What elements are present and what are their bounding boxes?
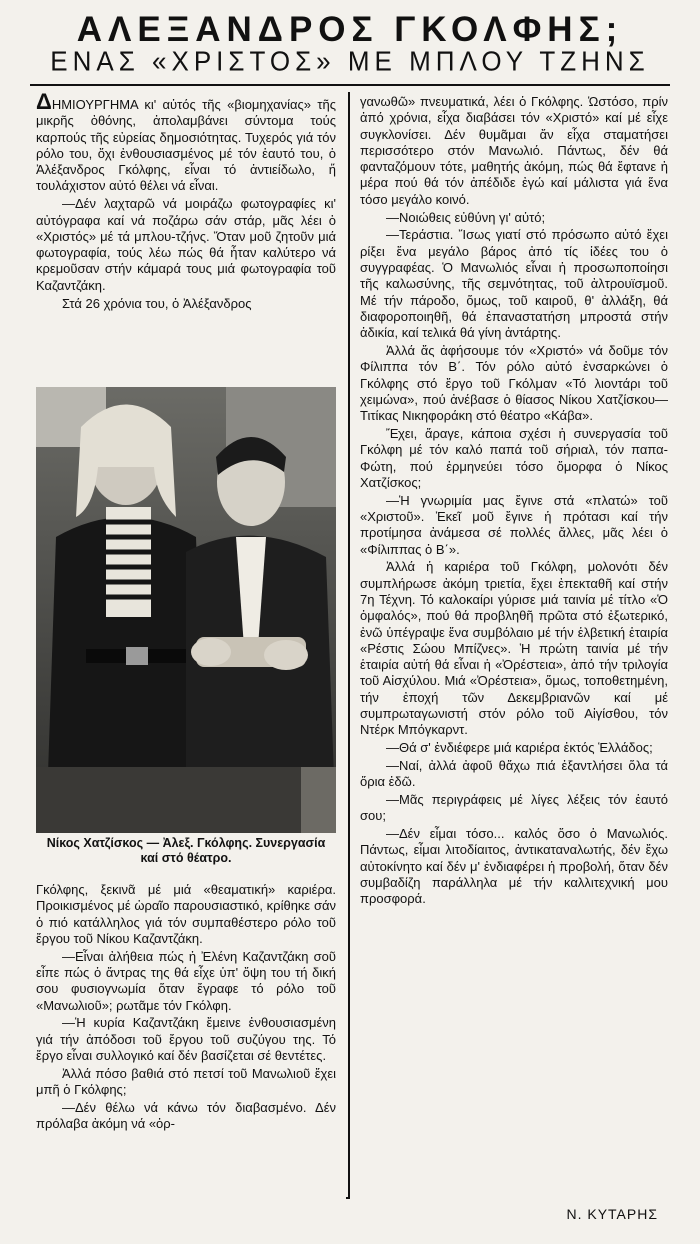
paragraph: γανωθῶ» πνευματικά, λέει ὁ Γκόλφης. Ὡστόσο, πρίν ἀπό χρόνια, εἶχα διαβάσει τόν «Χριστό» καί μέ εἶχε συγκλονίσει. Δέν θυμᾶμαι ἄν εἶχα σταματήσει περισσότερο στόν Μανωλιό. Πάντως, δέν θά φανταζόμουν τότε, μαθητής ἀκόμη, πώς θά ἔφτανε ἡ μέρα πού θά τόν ἀπέδιδε ἐγώ καί μάλιστα γιά ἕνα τόσο μεγάλο κοινό. <box>360 94 668 207</box>
paragraph: Στά 26 χρόνια του, ὁ Ἀλέξανδρος <box>62 295 252 311</box>
photo-two-men-image <box>36 387 336 833</box>
paragraph: Ἔχει, ἄραγε, κάποια σχέσι ἡ συνεργασία τοῦ Γκόλφη μέ τόν καλό παπά τοῦ σήριαλ, τόν παπα-Φώτη, πού ἑρμηνεύει τόσο ὄμορφα ὁ Νίκος Χατζίσκος; <box>360 425 668 490</box>
bottom-rule <box>346 1197 350 1199</box>
column-divider <box>348 92 350 1197</box>
column-1-bottom <box>36 882 336 1134</box>
article-title: ΑΛΕΞΑΝΔΡΟΣ ΓΚΟΛΦΗΣ; <box>76 10 624 49</box>
paragraph: —Ναί, ἀλλά ἀφοῦ θἄχω πιά ἐξαντλήσει ὅλα τά ὅρια ἐδῶ. <box>360 757 668 790</box>
header-rule <box>30 84 670 86</box>
paragraph: Ἀλλά πόσο βαθιά στό πετσί τοῦ Μανωλιοῦ ἔχει μπῆ ὁ Γκόλφης; <box>36 1065 336 1098</box>
paragraph: —Θά σ' ἐνδιέφερε μιά καριέρα ἐκτός Ἑλλάδος; <box>386 740 653 756</box>
paragraph: ΗΜΙΟΥΡΓΗΜΑ κι' αὐτός τῆς «βιομηχανίας» τῆς μικρῆς ὀθόνης, ἀπολαμβάνει σύντομα τούς καρπούς τῆς εὐρείας δημοσιότητας. Τυχερός γιά τόν ρόλο του, ὄχι ἐνθουσιασμένος μέ τόν ἑαυτό του, ὁ Ἀλέξανδρος Γκόλφης, εἶναι τό ἀντιείδωλο, ἤ τουλάχιστον αὐτό θέλει νά εἶναι. <box>36 97 336 194</box>
photo-caption: Νίκος Χατζίσκος — Ἀλεξ. Γκόλφης. Συνεργασία καί στό θέατρο. <box>46 836 326 865</box>
paragraph: Γκόλφης, ξεκινᾶ μέ μιά «θεαματική» καριέρα. Προικισμένος μέ ὡραῖο παρουσιαστικό, κρίθηκε σάν ὁ πιό κατάλληλος γιά τόν συμπαθέστερο ρόλο τοῦ ἔργου τοῦ Νίκου Καζαντζάκη. <box>36 882 336 946</box>
paragraph: —Νοιώθεις εὐθύνη γι' αὐτό; <box>386 209 546 225</box>
paragraph: —Ἡ κυρία Καζαντζάκη ἔμεινε ἐνθουσιασμένη γιά τήν ἀπόδοσι τοῦ ἔργου τοῦ συζύγου της. Τό ἔργο εἶναι συλλογικό καί δέν βασίζεται σέ θεντέτες. <box>36 1015 336 1063</box>
column-2 <box>360 94 668 909</box>
article-subtitle: ΕΝΑΣ «ΧΡΙΣΤΟΣ» ΜΕ ΜΠΛΟΥ ΤΖΗΝΣ <box>50 45 650 77</box>
paragraph: —Δέν θέλω νά κάνω τόν διαβασμένο. Δέν πρόλαβα ἀκόμη νά «ὀρ- <box>36 1099 336 1132</box>
paragraph: Ἀλλά ἄς ἀφήσουμε τόν «Χριστό» νά δοῦμε τόν Φίλιππα τόν Β΄. Τόν ρόλο αὐτό ἐνσαρκώνει ὁ Γκόλφης στό ἔργο τοῦ Γκόλμαν «Τό λιοντάρι τοῦ χειμώνα», πού ἀνέβασε ὁ θίασος Νίκου Χατζίσκου—Τιτίκας Νικηφοράκη στό θέατρο «Κάβα». <box>360 342 668 424</box>
paragraph: Ἀλλά ἡ καριέρα τοῦ Γκόλφη, μολονότι δέν συμπλήρωσε ἀκόμη τριετία, ἔχει ἐπεκταθῆ καί στήν 7η Τέχνη. Τό καλοκαίρι γύρισε μιά ταινία μέ τίτλο «Ὁ ὀμφαλός», πού θά προβληθῆ πρῶτα στό ἐξωτερικό, ἐνῶ ὑπέγραψε ἕνα συμβόλαιο μέ τήν ἑλβετική ἑταιρία «Ρέστις Σώου Μπίζνες». Ἡ πρώτη ταινία μέ τήν ἑταιρία αὐτή θά εἶναι ἡ «Ὀρέστεια», ἀπό τήν τριλογία τοῦ Αἰσχύλου. Μιά «Ὀρέστεια», ὅμως, τοποθετημένη, τήν ἐποχή τῶν Δεκεμβριανῶν καί μέ συμπρωταγωνιστή στόν ρόλο τοῦ Αἰγίσθου, τόν Ντέρκ Μπόγκαρντ. <box>360 559 668 738</box>
author-byline: Ν. ΚΥΤΑΡΗΣ <box>566 1206 658 1222</box>
paragraph: —Τεράστια. Ἴσως γιατί στό πρόσωπο αὐτό ἔχει ρίξει ἕνα μεγάλο βάρος ἀπό τίς ἰδέες του ὁ συγγραφέας. Ὁ Μανωλιός εἶναι ἡ προσωποποίησι τῆς καλωσύνης, τῆς σεμνότητας, τοῦ ἀλτρουϊσμοῦ. Μέ τήν πάροδο, ὅμως, τοῦ καιροῦ, θ' ἀλλάξη, θά διαφοροποιηθῆ, θά ἐπαναστατήση μπροστά στήν ἀδικία, καί τελικά θά γίνη ἀντάρτης. <box>360 227 668 341</box>
paragraph: —Δέν λαχταρῶ νά μοιράζω φωτογραφίες κι' αὐτόγραφα καί νά ποζάρω σάν στάρ, μᾶς λέει ὁ «Χριστός» μέ τά μπλου-τζήνς. Ὅταν μοῦ ζητοῦν μιά φωτογραφία, τούς λέω πώς θά ἦταν καλύτερο νά κρεμοῦσαν στήν κάμαρά τους μιά φωτογραφία τοῦ Καζαντζάκη. <box>36 196 336 293</box>
article-photo <box>36 387 336 833</box>
column-1-top <box>36 89 336 313</box>
paragraph: —Εἶναι ἀλήθεια πώς ἡ Ἐλένη Καζαντζάκη σοῦ εἶπε πώς ὁ ἄντρας της θά εἶχε ὑπ' ὄψη του τή δική σου φυσιογνωμία ὅταν ἔγραφε τό ρόλο τοῦ «Μανωλιοῦ»; ρωτᾶμε τόν Γκόλφη. <box>36 948 336 1013</box>
paragraph: —Ἡ γνωριμία μας ἔγινε στά «πλατώ» τοῦ «Χριστοῦ». Ἐκεῖ μοῦ ἔγινε ἡ πρότασι καί τήν προτίμησα ἀνάμεσα σέ πολλές ἄλλες, μᾶς λέει ὁ «Φίλιππας ὁ Β΄». <box>360 492 668 557</box>
paragraph: —Μᾶς περιγράφεις μέ λίγες λέξεις τόν ἑαυτό σου; <box>360 791 668 824</box>
drop-cap: Δ <box>36 89 52 114</box>
paragraph: —Δέν εἶμαι τόσο... καλός ὅσο ὁ Μανωλιός. Πάντως, εἶμαι λιτοδίαιτος, ἀντικαταναλωτής, δέν ἔχω αὐτοκίνητο καί δέν μ' ἐνδιαφέρει ἡ προβολή, ὅταν δέν συμβαδίζη παράλληλα μέ τήν καλλιτεχνική μου προσφορά. <box>360 826 668 907</box>
